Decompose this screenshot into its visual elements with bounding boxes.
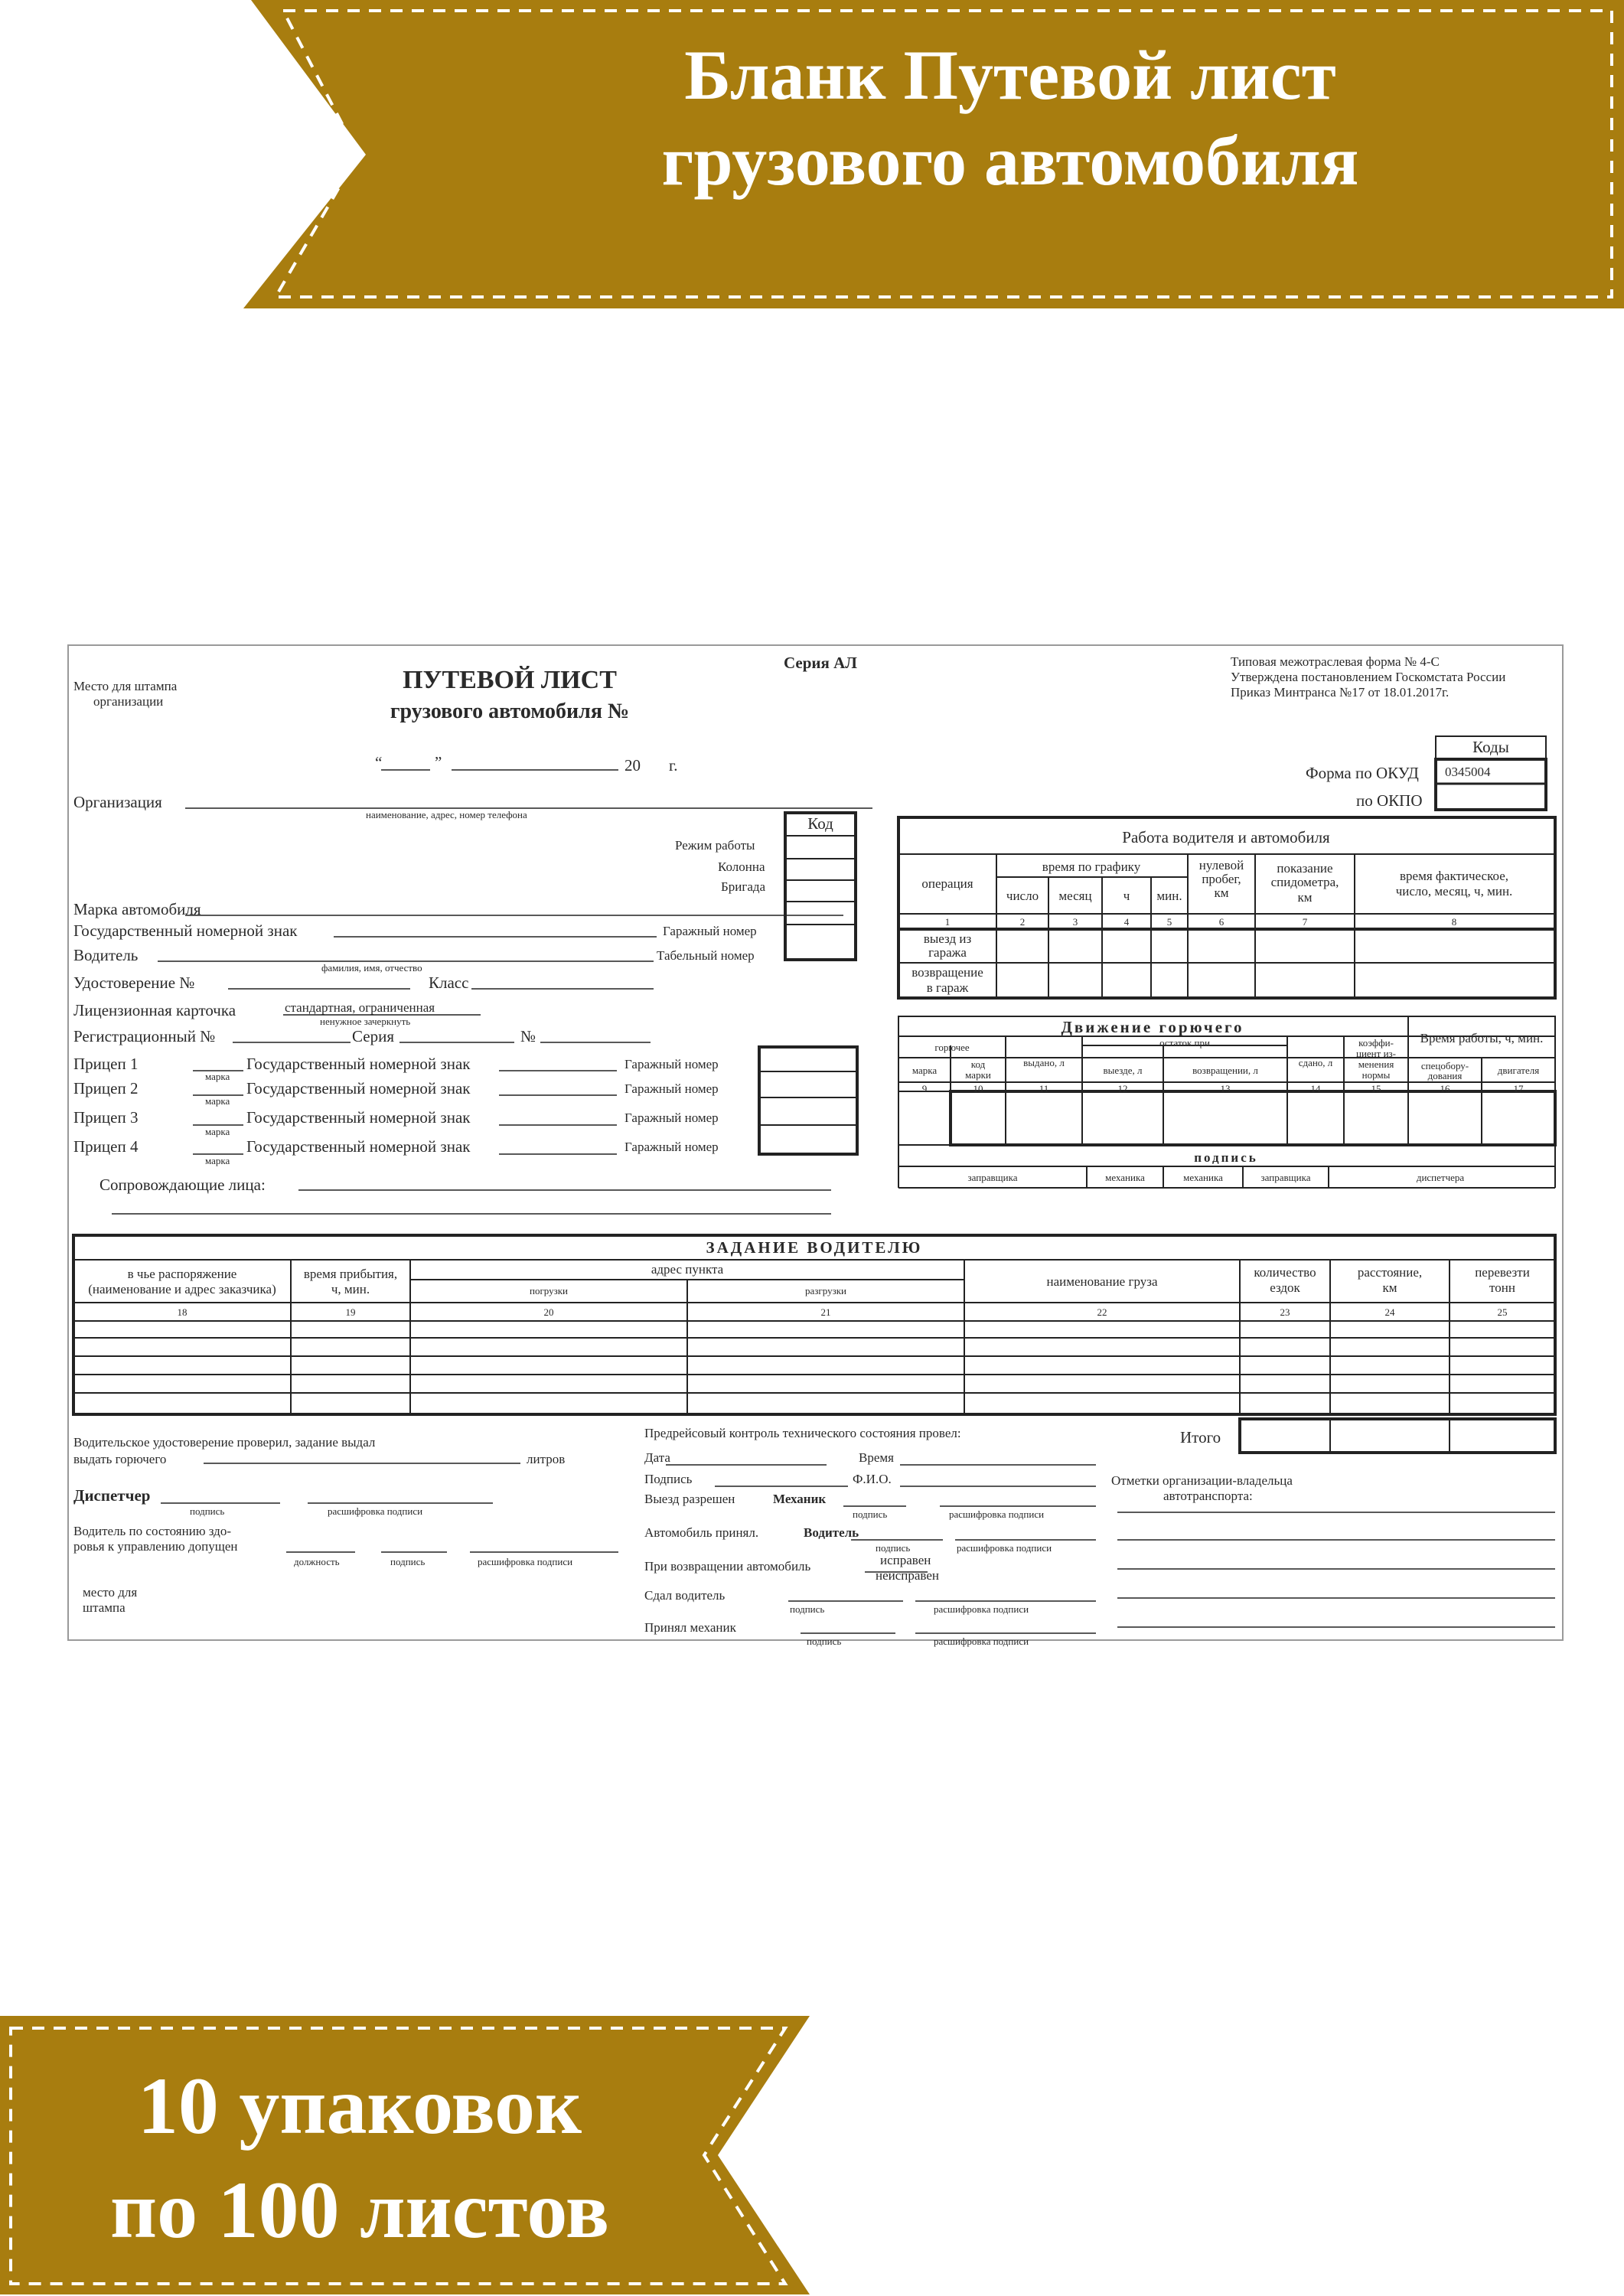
month-header: месяц bbox=[1058, 889, 1092, 903]
col-num-15: 15 bbox=[1371, 1083, 1381, 1094]
on-return-label: При возвращении автомобиль bbox=[644, 1559, 811, 1574]
fuel-code-header-2: марки bbox=[965, 1069, 991, 1081]
col-num-3: 3 bbox=[1072, 916, 1078, 928]
trailer-2-label: Прицеп 2 bbox=[73, 1079, 139, 1097]
fuel-table-title: Движение горючего bbox=[1061, 1018, 1244, 1036]
liters-label: литров bbox=[527, 1452, 566, 1466]
speedo-header-1: показание bbox=[1277, 861, 1333, 876]
trailer-4-label: Прицеп 4 bbox=[73, 1137, 139, 1156]
engine-header: двигателя bbox=[1497, 1065, 1540, 1076]
ok-option: исправен bbox=[880, 1553, 931, 1567]
health-text-1: Водитель по состоянию здо- bbox=[73, 1524, 231, 1538]
trailer-4-hint: марка bbox=[205, 1155, 230, 1166]
form-note-3: Приказ Минтранса №17 от 18.01.2017г. bbox=[1231, 685, 1450, 700]
org-hint: наименование, адрес, номер телефона bbox=[366, 809, 527, 820]
col-num-22: 22 bbox=[1097, 1306, 1107, 1318]
col-num-12: 12 bbox=[1117, 1083, 1128, 1094]
coef-header-1: коэффи- bbox=[1358, 1037, 1394, 1049]
actual-time-header-2: число, месяц, ч, мин. bbox=[1395, 884, 1513, 899]
date-quote-2: ” bbox=[435, 753, 442, 771]
handed-header: сдано, л bbox=[1298, 1057, 1333, 1068]
special-header-1: спецобору- bbox=[1420, 1060, 1469, 1071]
driver-decode-hint: расшифровка подписи bbox=[957, 1542, 1052, 1554]
schedule-time-header: время по графику bbox=[1042, 859, 1141, 874]
col-num-18: 18 bbox=[177, 1306, 188, 1318]
trailer-4-garage: Гаражный номер bbox=[624, 1140, 719, 1154]
stamp-place-bottom-1: место для bbox=[83, 1585, 138, 1600]
no-field-label: № bbox=[520, 1027, 536, 1045]
stamp-place-text-2: организации bbox=[93, 694, 164, 709]
garage-no-label: Гаражный номер bbox=[663, 924, 757, 938]
coef-header-2: циент из- bbox=[1356, 1048, 1396, 1059]
pretrip-label: Предрейсовый контроль технического состояния провел: bbox=[644, 1426, 961, 1440]
total-label: Итого bbox=[1180, 1428, 1221, 1446]
column-label: Колонна bbox=[718, 859, 765, 874]
checked-text-1: Водительское удостоверение проверил, задание выдал bbox=[73, 1435, 376, 1450]
form-subtitle: грузового автомобиля № bbox=[390, 700, 630, 723]
fio-label: Ф.И.О. bbox=[853, 1472, 892, 1486]
col-num-21: 21 bbox=[820, 1306, 831, 1318]
distance-header-1: расстояние, bbox=[1357, 1265, 1423, 1280]
garage-return-1: возвращение bbox=[911, 965, 983, 980]
trailer-4-plate: Государственный номерной знак bbox=[246, 1137, 471, 1156]
zero-run-header-3: км bbox=[1214, 885, 1229, 900]
col-num-23: 23 bbox=[1280, 1306, 1290, 1318]
state-plate-label: Государственный номерной знак bbox=[73, 921, 298, 940]
accepted-sign-hint: подпись bbox=[807, 1636, 842, 1647]
zero-run-header-1: нулевой bbox=[1198, 858, 1244, 872]
sig-refueler: заправщика bbox=[967, 1172, 1018, 1183]
not-ok-option: неисправен bbox=[876, 1568, 939, 1583]
checked-text-2: выдать горючего bbox=[73, 1452, 167, 1466]
escorts-label: Сопровождающие лица: bbox=[99, 1176, 266, 1194]
trailer-3-hint: марка bbox=[205, 1126, 230, 1137]
trips-header-1: количество bbox=[1254, 1265, 1316, 1280]
speedo-header-3: км bbox=[1297, 890, 1313, 905]
dispatcher-label: Диспетчер bbox=[73, 1486, 151, 1505]
mechanic-sign-hint: подпись bbox=[853, 1508, 888, 1520]
bottom-banner bbox=[0, 2014, 811, 2296]
kod-label: Код bbox=[807, 814, 833, 833]
health-decode-hint: расшифровка подписи bbox=[478, 1556, 573, 1567]
col-num-20: 20 bbox=[543, 1306, 554, 1318]
mechanic-label: Механик bbox=[773, 1492, 827, 1506]
reg-no-label: Регистрационный № bbox=[73, 1027, 216, 1045]
trailer-1-label: Прицеп 1 bbox=[73, 1055, 139, 1073]
col-num-10: 10 bbox=[973, 1083, 983, 1094]
owner-notes-1: Отметки организации-владельца bbox=[1111, 1473, 1293, 1488]
date-quote-1: “ bbox=[375, 753, 383, 771]
minute-header: мин. bbox=[1156, 889, 1182, 903]
issued-header: выдано, л bbox=[1023, 1057, 1065, 1068]
signature-label: Подпись bbox=[644, 1472, 693, 1486]
handed-driver-label: Сдал водитель bbox=[644, 1588, 726, 1603]
form-note-1: Типовая межотраслевая форма № 4-С bbox=[1231, 654, 1440, 669]
fuel-header: горючее bbox=[934, 1042, 970, 1053]
col-num-16: 16 bbox=[1440, 1083, 1450, 1094]
trailer-3-label: Прицеп 3 bbox=[73, 1108, 139, 1127]
dispatcher-decode-hint: расшифровка подписи bbox=[328, 1505, 423, 1517]
health-text-2: ровья к управлению допущен bbox=[73, 1539, 238, 1554]
coef-header-3: менения bbox=[1358, 1058, 1394, 1070]
garage-exit-1: выезд из bbox=[923, 931, 972, 946]
col-num-2: 2 bbox=[1019, 916, 1026, 928]
mechanic-decode-hint: расшифровка подписи bbox=[949, 1508, 1045, 1520]
handed-decode-hint: расшифровка подписи bbox=[934, 1603, 1029, 1615]
work-time-header: Время работы, ч, мин. bbox=[1420, 1031, 1544, 1045]
handed-sign-hint: подпись bbox=[790, 1603, 825, 1615]
date-g: г. bbox=[669, 756, 678, 775]
bottom-banner-line2: по 100 листов bbox=[110, 2164, 609, 2255]
trailer-1-hint: марка bbox=[205, 1071, 230, 1082]
trailer-2-plate: Государственный номерной знак bbox=[246, 1079, 471, 1097]
transport-header-1: перевезти bbox=[1475, 1265, 1530, 1280]
tab-no-label: Табельный номер bbox=[657, 948, 755, 963]
col-num-5: 5 bbox=[1166, 916, 1172, 928]
stamp-place-bottom-2: штампа bbox=[83, 1600, 126, 1615]
col-num-17: 17 bbox=[1513, 1083, 1524, 1094]
col-num-7: 7 bbox=[1302, 916, 1308, 928]
col-num-9: 9 bbox=[921, 1083, 928, 1094]
car-brand-label: Марка автомобиля bbox=[73, 900, 201, 918]
arrival-header-2: ч, мин. bbox=[331, 1282, 370, 1296]
okpo-label: по ОКПО bbox=[1356, 791, 1423, 810]
exit-allowed-label: Выезд разрешен bbox=[644, 1492, 735, 1506]
address-header: адрес пункта bbox=[651, 1262, 724, 1277]
sig-refueler-2: заправщика bbox=[1260, 1172, 1311, 1183]
cargo-header: наименование груза bbox=[1046, 1274, 1158, 1289]
accepted-mechanic-label: Принял механик bbox=[644, 1620, 736, 1635]
bottom-banner-title bbox=[31, 2054, 689, 2262]
col-num-19: 19 bbox=[345, 1306, 356, 1318]
work-mode-label: Режим работы bbox=[675, 838, 755, 853]
stamp-place-text: Место для штампа bbox=[73, 679, 178, 693]
lic-card-hint: ненужное зачеркнуть bbox=[320, 1016, 411, 1027]
rest-exit-header: выезде, л bbox=[1103, 1065, 1143, 1076]
unloading-header: разгрузки bbox=[805, 1285, 846, 1296]
col-num-6: 6 bbox=[1218, 916, 1225, 928]
trailer-3-plate: Государственный номерной знак bbox=[246, 1108, 471, 1127]
loading-header: погрузки bbox=[529, 1285, 569, 1296]
hour-header: ч bbox=[1123, 889, 1130, 903]
transport-header-2: тонн bbox=[1489, 1280, 1515, 1295]
garage-exit-2: гаража bbox=[928, 945, 967, 960]
form-note-2: Утверждена постановлением Госкомстата России bbox=[1231, 670, 1506, 684]
col-num-25: 25 bbox=[1497, 1306, 1508, 1318]
day-header: число bbox=[1006, 889, 1039, 903]
date-label: Дата bbox=[644, 1450, 670, 1465]
col-num-4: 4 bbox=[1123, 916, 1130, 928]
sig-mechanic: механика bbox=[1105, 1172, 1145, 1183]
driver-sign-hint: подпись bbox=[876, 1542, 911, 1554]
date-year: 20 bbox=[624, 756, 641, 775]
trailer-2-garage: Гаражный номер bbox=[624, 1081, 719, 1096]
series-field-label: Серия bbox=[352, 1027, 394, 1045]
codes-label: Коды bbox=[1472, 738, 1509, 756]
car-accepted-label: Автомобиль принял. bbox=[644, 1525, 759, 1540]
rest-return-header: возвращении, л bbox=[1192, 1065, 1258, 1076]
class-label: Класс bbox=[429, 974, 469, 992]
time-label: Время bbox=[859, 1450, 894, 1465]
org-label: Организация bbox=[73, 793, 162, 811]
special-header-2: дования bbox=[1427, 1070, 1463, 1081]
trailer-1-garage: Гаражный номер bbox=[624, 1057, 719, 1071]
sig-mechanic-2: механика bbox=[1183, 1172, 1223, 1183]
actual-time-header-1: время фактическое, bbox=[1400, 869, 1508, 883]
okud-value: 0345004 bbox=[1445, 765, 1491, 779]
trailer-1-plate: Государственный номерной знак bbox=[246, 1055, 471, 1073]
waybill-form bbox=[67, 644, 1564, 1647]
fuel-code-header-1: код bbox=[970, 1058, 986, 1070]
top-banner-line1: Бланк Путевой лист bbox=[684, 36, 1336, 114]
col-num-14: 14 bbox=[1310, 1083, 1321, 1094]
position-hint: должность bbox=[294, 1556, 340, 1567]
operation-header: операция bbox=[921, 876, 973, 891]
series-label: Серия АЛ bbox=[784, 654, 857, 672]
col-num-13: 13 bbox=[1220, 1083, 1231, 1094]
driver-bottom-label: Водитель bbox=[804, 1525, 859, 1540]
col-num-11: 11 bbox=[1039, 1083, 1049, 1094]
customer-header-1: в чье распоряжение bbox=[127, 1267, 237, 1281]
task-table-title: ЗАДАНИЕ ВОДИТЕЛЮ bbox=[706, 1238, 923, 1257]
speedo-header-2: спидометра, bbox=[1270, 875, 1339, 889]
trailer-2-hint: марка bbox=[205, 1095, 230, 1107]
lic-card-value: стандартная, ограниченная bbox=[285, 1000, 435, 1015]
sig-dispatcher: диспетчера bbox=[1416, 1172, 1465, 1183]
zero-run-header-2: пробег, bbox=[1202, 872, 1241, 886]
form-title: ПУТЕВОЙ ЛИСТ bbox=[403, 666, 617, 694]
okud-label: Форма по ОКУД bbox=[1306, 764, 1419, 782]
dispatcher-sign-hint: подпись bbox=[190, 1505, 225, 1517]
work-table-title: Работа водителя и автомобиля bbox=[1122, 828, 1330, 846]
brigade-label: Бригада bbox=[721, 879, 766, 894]
top-banner bbox=[0, 0, 1624, 310]
arrival-header-1: время прибытия, bbox=[303, 1267, 398, 1281]
col-num-1: 1 bbox=[944, 916, 951, 928]
col-num-24: 24 bbox=[1384, 1306, 1395, 1318]
driver-hint: фамилия, имя, отчество bbox=[321, 962, 422, 974]
driver-label: Водитель bbox=[73, 946, 139, 964]
trailer-3-garage: Гаражный номер bbox=[624, 1110, 719, 1125]
garage-return-2: в гараж bbox=[926, 980, 969, 995]
rest-at-header: остаток при bbox=[1159, 1037, 1210, 1049]
col-num-8: 8 bbox=[1451, 916, 1457, 928]
lic-card-label: Лицензионная карточка bbox=[73, 1001, 236, 1019]
bottom-banner-line1: 10 упаковок bbox=[137, 2061, 582, 2151]
fuel-brand-header: марка bbox=[911, 1065, 938, 1076]
license-label: Удостоверение № bbox=[73, 974, 195, 992]
coef-header-4: нормы bbox=[1361, 1069, 1391, 1081]
top-banner-line2: грузового автомобиля bbox=[661, 122, 1359, 201]
accepted-decode-hint: расшифровка подписи bbox=[934, 1636, 1029, 1647]
signature-title: подпись bbox=[1194, 1150, 1258, 1165]
distance-header-2: км bbox=[1382, 1280, 1397, 1295]
top-banner-title bbox=[490, 32, 1531, 204]
owner-notes-2: автотранспорта: bbox=[1163, 1489, 1253, 1503]
customer-header-2: (наименование и адрес заказчика) bbox=[88, 1282, 276, 1296]
trips-header-2: ездок bbox=[1270, 1280, 1300, 1295]
health-sign-hint: подпись bbox=[390, 1556, 426, 1567]
